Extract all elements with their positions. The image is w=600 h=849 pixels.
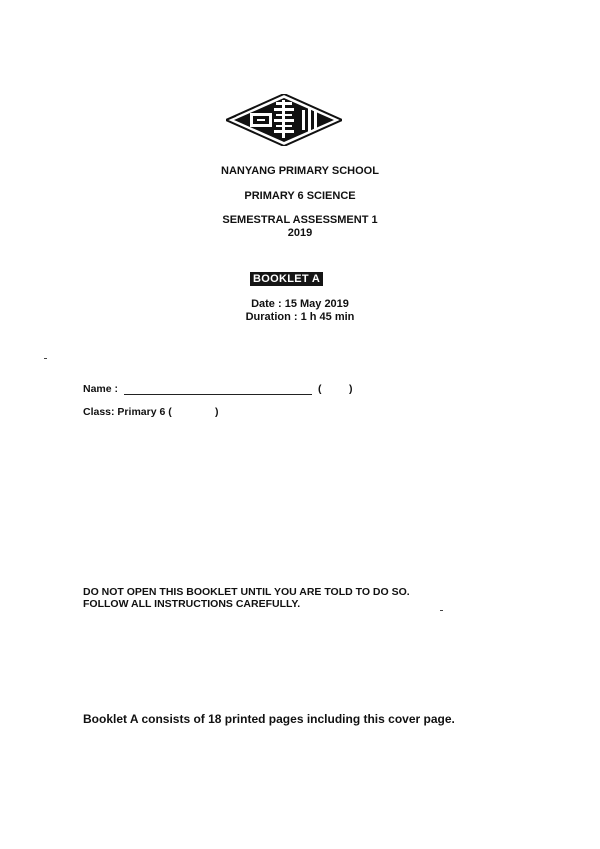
exam-date: Date : 15 May 2019 — [251, 298, 349, 310]
assessment-year: 2019 — [287, 227, 313, 239]
exam-duration: Duration : 1 h 45 min — [245, 311, 355, 323]
class-label: Class: Primary 6 ( — [83, 406, 172, 418]
register-number-paren-close: ) — [349, 383, 353, 395]
scan-mark — [44, 358, 47, 359]
name-field[interactable] — [124, 383, 312, 395]
school-name: NANYANG PRIMARY SCHOOL — [221, 165, 379, 177]
booklet-label: BOOKLET A — [250, 272, 323, 286]
assessment-title: SEMESTRAL ASSESSMENT 1 — [222, 214, 378, 226]
scan-mark — [440, 610, 443, 611]
page-count-note: Booklet A consists of 18 printed pages including this cover page. — [83, 712, 455, 726]
instruction-line: FOLLOW ALL INSTRUCTIONS CAREFULLY. — [83, 598, 301, 610]
register-number-paren-open: ( — [318, 383, 322, 395]
subject-title: PRIMARY 6 SCIENCE — [244, 190, 356, 202]
class-paren-close: ) — [215, 406, 219, 418]
instruction-line: DO NOT OPEN THIS BOOKLET UNTIL YOU ARE TOLD TO DO SO. — [83, 586, 410, 598]
name-label: Name : — [83, 383, 119, 395]
school-crest-icon — [226, 94, 342, 146]
